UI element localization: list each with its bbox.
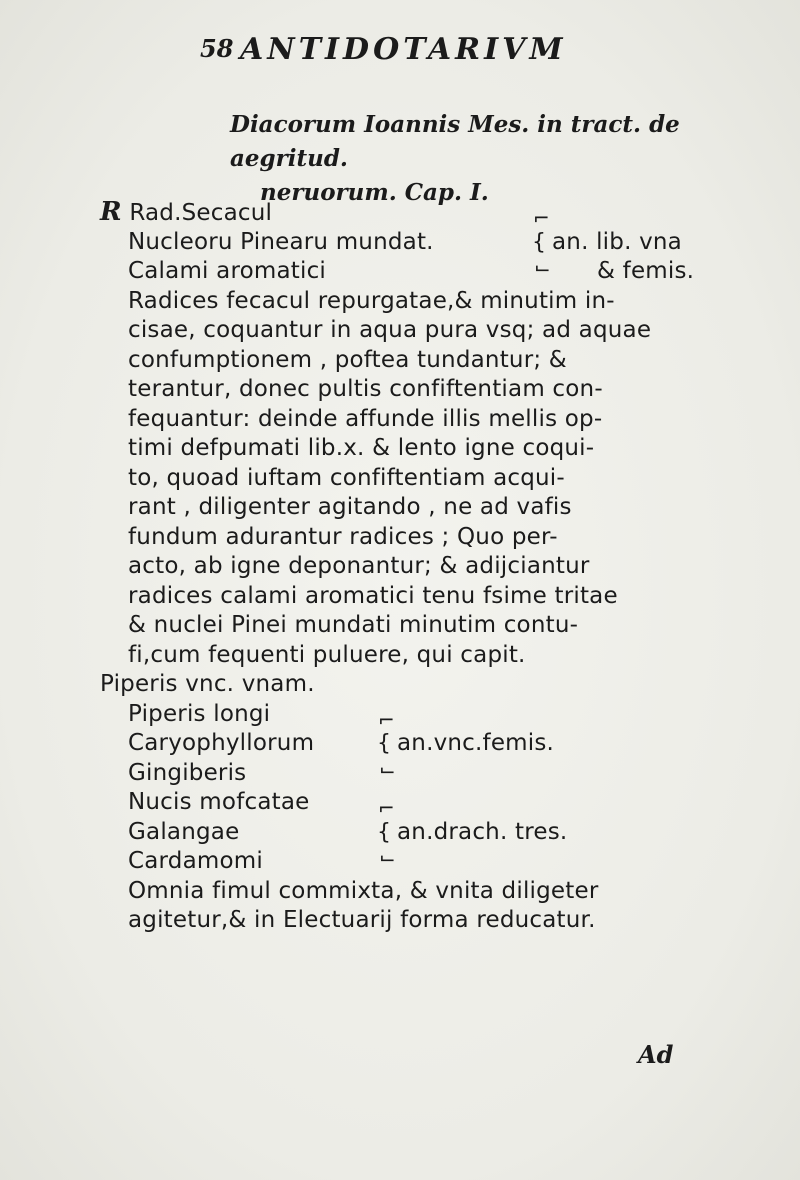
recipe-line <box>100 405 760 435</box>
recipe-line <box>100 641 760 671</box>
recipe-line <box>100 877 760 907</box>
text-line: confumptionem , poftea tundantur; & <box>128 346 567 373</box>
brace-top-icon: ⌐ <box>533 206 550 230</box>
recipe-line <box>100 316 760 346</box>
recipe-symbol: R <box>100 197 122 227</box>
recipe-line <box>100 700 760 730</box>
text-line: & nuclei Pinei mundati minutim contu- <box>128 612 579 638</box>
text-line: rant , diligenter agitando , ne ad vafis <box>128 494 572 520</box>
brace-bottom-icon: ⌙ <box>379 756 396 781</box>
brace-middle-icon: { <box>532 229 547 255</box>
section-title <box>230 108 700 210</box>
brace-bottom-icon: ⌙ <box>379 845 396 869</box>
recipe-line <box>100 582 760 612</box>
recipe-line <box>100 257 760 287</box>
text-line: Omnia fimul commixta, & vnita diligeter <box>128 877 599 904</box>
ingredient: Rad.Secacul <box>129 200 273 226</box>
recipe-line <box>100 198 760 228</box>
ingredient: Nucleoru Pinearu mundat. <box>128 228 434 255</box>
text-line: terantur, donec pultis confiftentiam con- <box>128 376 603 402</box>
page-header <box>200 32 567 67</box>
brace-top-icon: ⌐ <box>378 796 395 820</box>
ingredient: Piperis vnc. vnam. <box>100 671 315 697</box>
title-line-2: neruorum. Cap. I. <box>260 179 489 206</box>
recipe-line <box>100 493 760 523</box>
recipe-line <box>100 434 760 464</box>
recipe-line <box>100 523 760 553</box>
recipe-line <box>100 906 760 936</box>
ingredient: Nucis mofcatae <box>128 789 310 815</box>
ingredient: Cardamomi <box>128 848 263 874</box>
dose-continuation: & femis. <box>597 258 695 284</box>
recipe-line <box>100 729 760 759</box>
ingredient: Galangae <box>128 818 240 845</box>
dose: an. lib. vna <box>552 228 682 255</box>
ingredient: Caryophyllorum <box>128 730 315 756</box>
text-line: timi defpumati lib.x. & lento igne coqui- <box>128 435 595 461</box>
brace-middle-icon: { <box>377 731 392 756</box>
recipe-line <box>100 464 760 494</box>
recipe-line <box>100 228 760 258</box>
text-line: cisae, coquantur in aqua pura vsq; ad aquae <box>128 317 652 343</box>
text-line: fequantur: deinde affunde illis mellis op- <box>128 405 603 432</box>
dose: an.drach. tres. <box>397 818 568 845</box>
ingredient: Gingiberis <box>128 759 247 786</box>
ingredient: Piperis longi <box>128 700 271 727</box>
catchword: Ad <box>638 1040 674 1069</box>
brace-bottom-icon: ⌙ <box>534 255 551 279</box>
running-title: ANTIDOTARIVM <box>240 32 567 67</box>
ingredient: Calami aromatici <box>128 258 327 284</box>
text-line: fi,cum fequenti puluere, qui capit. <box>128 641 526 668</box>
brace-middle-icon: { <box>377 819 392 845</box>
text-line: to, quoad iuftam confiftentiam acqui- <box>128 464 565 491</box>
recipe-line <box>100 788 760 818</box>
recipe-line <box>100 375 760 405</box>
text-line: fundum adurantur radices ; Quo per- <box>128 523 558 550</box>
text-line: Radices fecacul repurgatae,& minutim in- <box>128 287 615 314</box>
folio-number: 58 <box>200 34 234 63</box>
recipe-line <box>100 552 760 582</box>
recipe-line <box>100 346 760 376</box>
text-line: agitetur,& in Electuarij forma reducatur. <box>128 907 596 933</box>
recipe-line <box>100 670 760 700</box>
recipe-line <box>100 818 760 848</box>
recipe-line <box>100 756 760 789</box>
title-line-1: Diacorum Ioannis Mes. in tract. de aegritud. <box>230 111 680 172</box>
dose: an.vnc.femis. <box>397 730 555 756</box>
text-line: acto, ab igne deponantur; & adijciantur <box>128 553 590 579</box>
recipe-line <box>100 287 760 317</box>
brace-top-icon: ⌐ <box>378 707 395 732</box>
text-line: radices calami aromatici tenu fsime tritae <box>128 582 618 609</box>
recipe-text <box>100 198 760 936</box>
recipe-line <box>100 847 760 877</box>
recipe-line <box>100 611 760 641</box>
